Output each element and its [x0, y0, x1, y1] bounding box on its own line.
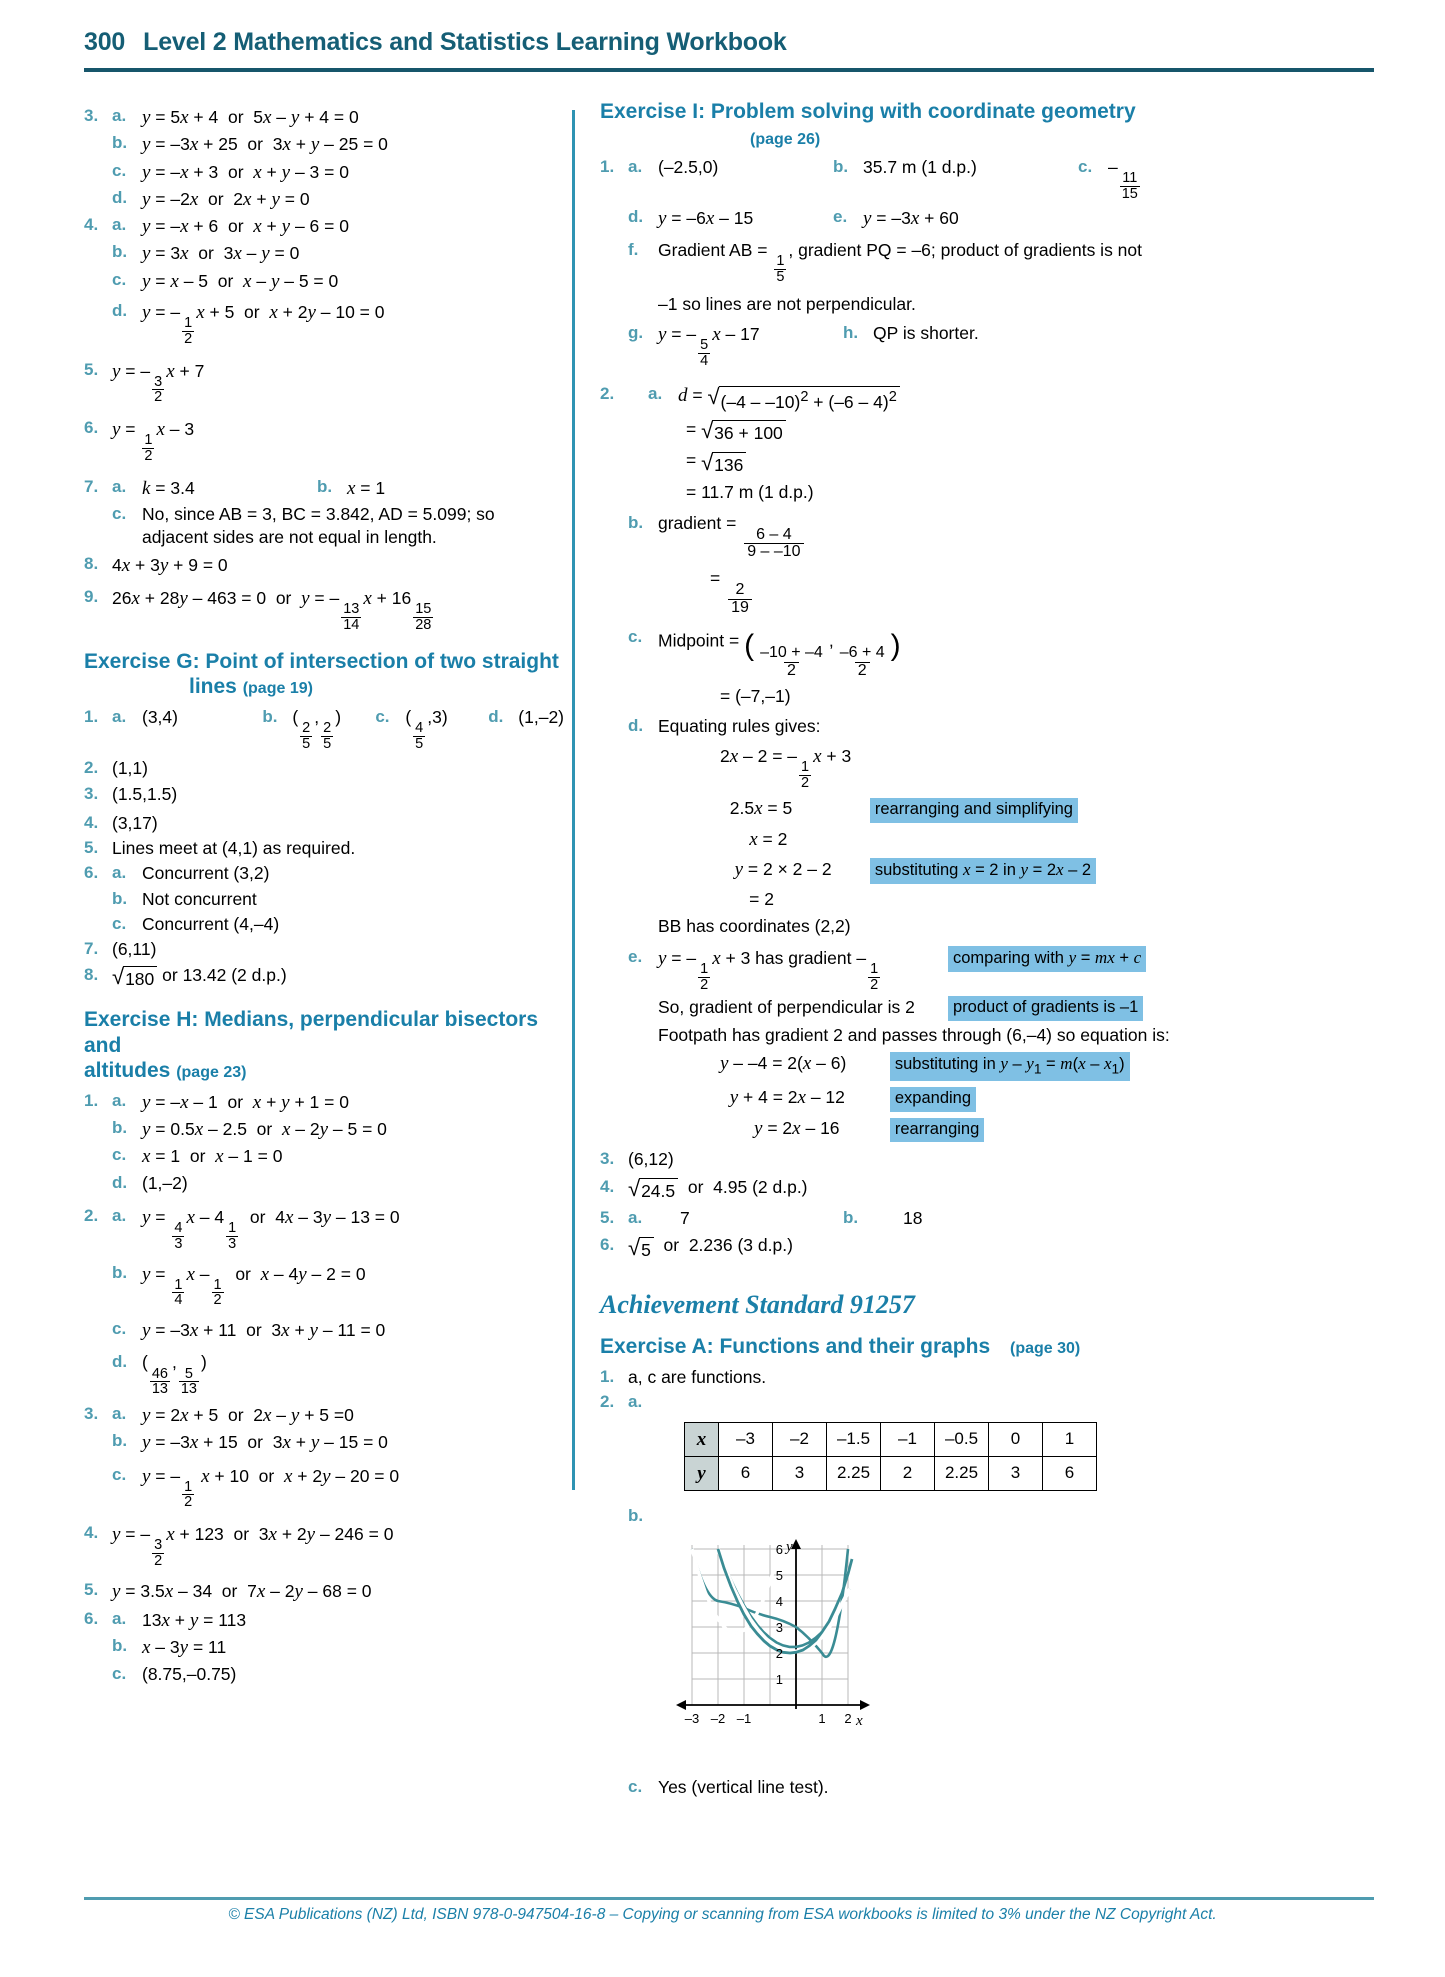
item-letter: a. [648, 383, 663, 403]
item-letter: h. [843, 323, 859, 343]
svg-text:4: 4 [775, 1594, 783, 1610]
answer-text: Equating rules gives: [658, 715, 821, 736]
item-letter: d. [112, 187, 128, 207]
item-letter: a. [628, 1208, 643, 1228]
answer-row [84, 1172, 564, 1195]
item-letter: a. [112, 476, 127, 496]
parabola-graph [670, 1537, 1300, 1753]
item-letter: a. [112, 215, 127, 235]
item-letter: c. [628, 627, 643, 647]
answer-text: √ 5 or 2.236 (3 d.p.) [628, 1234, 1300, 1261]
answer-row [84, 269, 564, 294]
answer-row [84, 160, 564, 185]
item-letter: b. [112, 1118, 128, 1138]
page-number: 300 [84, 28, 126, 56]
worked-line: 2x – 2 = – $\frac{1}{2}$ x + 3 [720, 745, 852, 791]
item-letter: d. [112, 1352, 128, 1372]
svg-text:–1: –1 [736, 1711, 752, 1727]
exercise-h-page: (page 23) [176, 1064, 247, 1082]
question-number: 9. [84, 586, 99, 606]
answer-text: 4x + 3y + 9 = 0 [112, 554, 228, 576]
question-number: 8. [84, 964, 99, 984]
answer-row [84, 1663, 564, 1686]
answer-row [84, 1351, 564, 1397]
annotation-highlight: product of gradients is –1 [948, 996, 1143, 1021]
answer-text: (8.75,–0.75) [142, 1663, 237, 1684]
question-number: 5. [84, 359, 99, 379]
item-letter: b. [843, 1208, 859, 1228]
answer-row [84, 938, 564, 961]
worked-block [600, 744, 1300, 911]
worked-line: = $\frac{2}{19}$ [710, 567, 1300, 616]
question-number: 2. [600, 383, 615, 403]
answer-row [84, 964, 564, 991]
question-number: 5. [84, 1579, 99, 1599]
answer-row [84, 1403, 564, 1428]
answer-row [600, 239, 1300, 285]
answer-text: – $\frac{11}{15}$ [1108, 157, 1138, 203]
answer-row [84, 132, 564, 157]
answer-row [84, 241, 564, 266]
answer-text: (6,12) [628, 1149, 674, 1170]
answer-row [84, 105, 564, 130]
annotation-highlight: rearranging [890, 1118, 984, 1143]
question-number: 2. [600, 1392, 615, 1412]
answer-row [600, 1391, 1300, 1414]
answer-row [600, 1505, 1300, 1528]
question-number: 5. [600, 1208, 615, 1228]
answer-row [84, 1635, 564, 1660]
answer-row [600, 1234, 1300, 1261]
item-letter: c. [112, 269, 127, 289]
item-letter: c. [112, 504, 127, 524]
question-number: 6. [84, 418, 99, 438]
annotation-highlight: substituting x = 2 in y = 2x – 2 [870, 858, 1096, 884]
item-letter: c. [112, 1464, 127, 1484]
table-cell: –1 [881, 1422, 935, 1456]
answer-row [84, 1205, 564, 1252]
answer-text: y = –x + 6 or x + y – 6 = 0 [142, 216, 349, 238]
question-number: 4. [84, 812, 99, 832]
answer-row [84, 1090, 564, 1115]
answer-row [600, 1776, 1300, 1799]
column-divider [572, 110, 575, 1490]
answer-text: y = 0.5x – 2.5 or x – 2y – 5 = 0 [142, 1119, 387, 1141]
answer-text: 13x + y = 113 [142, 1610, 247, 1632]
item-letter: b. [833, 157, 849, 177]
worked-line: y = 2 × 2 – 2 substituting x = 2 in y = 2x – 2 [720, 857, 1300, 884]
table-cell: 1 [1043, 1422, 1097, 1456]
annotation-highlight: substituting in $y - y_1 = m(x - x_1)$ [890, 1052, 1130, 1081]
item-letter: d. [112, 1172, 128, 1192]
answer-row [600, 996, 1300, 1021]
answer-row [84, 300, 564, 347]
header-rule [84, 68, 1374, 72]
answer-text: y = –x + 3 or x + y – 3 = 0 [142, 161, 349, 183]
answer-row [84, 812, 564, 835]
item-letter: b. [317, 476, 333, 496]
item-letter: b. [262, 706, 278, 726]
item-letter: b. [112, 133, 128, 153]
answer-row [600, 293, 1300, 316]
answer-row [84, 1464, 564, 1511]
answer-text: Footpath has gradient 2 and passes through (6,–4) so equation is: [658, 1024, 1170, 1045]
table-cell: 6 [719, 1456, 773, 1490]
item-letter: b. [112, 1262, 128, 1282]
answer-text: –1 so lines are not perpendicular. [658, 293, 916, 314]
item-letter: a. [112, 1404, 127, 1424]
answer-row [84, 1262, 564, 1309]
item-letter: b. [112, 888, 128, 908]
answer-text: (1,1) [112, 758, 148, 779]
table-cell: –3 [719, 1422, 773, 1456]
svg-text:3: 3 [775, 1620, 783, 1636]
question-number: 3. [84, 783, 99, 803]
answer-text: 7 [680, 1208, 690, 1229]
exercise-a-title: Exercise A: Functions and their graphs [600, 1335, 991, 1359]
answer-row [84, 503, 564, 550]
answer-row [84, 888, 564, 911]
answer-text: 35.7 m (1 d.p.) [863, 157, 977, 178]
exercise-i-heading [600, 99, 1300, 150]
table-header-y: y [685, 1456, 719, 1490]
left-column [84, 105, 564, 1688]
question-number: 2. [84, 758, 99, 778]
answer-text: Concurrent (3,2) [142, 863, 270, 884]
question-number: 4. [84, 1523, 99, 1543]
worked-line: = (–7,–1) [720, 686, 791, 707]
answer-text: Lines meet at (4,1) as required. [112, 838, 356, 859]
item-letter: b. [628, 1505, 644, 1525]
item-letter: b. [112, 1431, 128, 1451]
svg-text:2: 2 [844, 1711, 852, 1727]
question-number: 7. [84, 939, 99, 959]
answer-text: k = 3.4 [142, 477, 195, 499]
answer-row [84, 913, 564, 936]
item-letter: e. [833, 206, 848, 226]
table-cell: 2 [881, 1456, 935, 1490]
item-letter: f. [628, 240, 639, 260]
table-cell: –0.5 [935, 1422, 989, 1456]
answer-row [84, 1318, 564, 1343]
worked-line: y + 4 = 2x – 12 expanding [720, 1085, 1300, 1112]
answer-text: √ 180 or 13.42 (2 d.p.) [112, 964, 564, 991]
answer-text: Not concurrent [142, 888, 257, 909]
item-letter: d. [112, 300, 128, 320]
table-row [685, 1422, 1097, 1456]
answer-row [600, 1176, 1300, 1203]
answer-row [84, 1579, 564, 1604]
answer-text: Yes (vertical line test). [658, 1776, 829, 1797]
answer-text: (3,17) [112, 812, 158, 833]
answer-row [600, 1024, 1300, 1047]
item-letter: d. [628, 715, 644, 735]
answer-row [600, 383, 1300, 414]
answer-row [84, 706, 564, 752]
answer-text: y = – $\frac{1}{2}$ x + 5 or x + 2y – 10 = 0 [142, 301, 385, 347]
question-number: 6. [84, 863, 99, 883]
exercise-g-title: Exercise G: Point of intersection of two straight [84, 649, 559, 673]
achievement-standard-heading: Achievement Standard 91257 [600, 1289, 915, 1319]
answer-text: (1,–2) [142, 1172, 188, 1193]
exercise-h-title: Exercise H: Medians, perpendicular bisectors and [84, 1007, 539, 1057]
item-letter: b. [628, 513, 644, 533]
svg-text:–3: –3 [684, 1711, 700, 1727]
item-letter: c. [112, 1319, 127, 1339]
value-table [684, 1422, 1097, 1491]
answer-text: ( $\frac{4}{5}$ ,3) [405, 706, 448, 752]
answer-row [84, 359, 564, 406]
answer-text: y = – $\frac{1}{2}$ x + 10 or x + 2y – 20 = 0 [142, 1465, 400, 1511]
answer-row [84, 187, 564, 212]
item-letter: c. [112, 1663, 127, 1683]
question-number: 3. [600, 1149, 615, 1169]
question-number: 4. [84, 215, 99, 235]
answer-row [600, 1207, 1300, 1230]
item-letter: b. [112, 242, 128, 262]
item-letter: e. [628, 947, 643, 967]
answer-text: 18 [903, 1208, 923, 1229]
page-header [84, 28, 1374, 57]
question-number: 4. [600, 1176, 615, 1196]
item-letter: d. [488, 706, 504, 726]
exercise-h-title-cont: altitudes [84, 1059, 171, 1083]
answer-text: a, c are functions. [628, 1367, 767, 1387]
svg-text:x: x [856, 1713, 863, 1730]
footer-rule [84, 1897, 1374, 1900]
item-letter: c. [112, 914, 127, 934]
answer-text: Midpoint = ( $\frac{-10 + -4}{2}$ , $\frac{-6 + 4}{2}$ ) [658, 629, 901, 679]
item-letter: a. [112, 706, 127, 726]
answer-row [600, 626, 1300, 679]
answer-row [84, 757, 564, 780]
answer-row [600, 1366, 1300, 1389]
answer-row [600, 156, 1300, 202]
answer-row [600, 715, 1300, 738]
item-letter: g. [628, 323, 644, 343]
answer-text: y = x – 5 or x – y – 5 = 0 [142, 270, 339, 292]
annotation-highlight: expanding [890, 1087, 976, 1112]
answer-row [600, 322, 1300, 369]
table-cell: 2.25 [827, 1456, 881, 1490]
question-number: 3. [84, 1404, 99, 1424]
worked-line: y = 2x – 16 rearranging [720, 1116, 1300, 1143]
answer-row [84, 862, 564, 885]
answer-row [84, 417, 564, 464]
answer-row [84, 586, 564, 633]
table-header-x: x [685, 1422, 719, 1456]
worked-line: = 11.7 m (1 d.p.) [686, 481, 814, 502]
table-row [685, 1456, 1097, 1490]
table-cell: 3 [989, 1456, 1043, 1490]
item-letter: c. [112, 160, 127, 180]
exercise-a-page: (page 30) [1009, 1340, 1081, 1358]
question-number: 6. [600, 1235, 615, 1255]
right-column [600, 100, 1300, 1801]
answer-text: y = –6x – 15 [658, 207, 754, 229]
table-cell: –1.5 [827, 1422, 881, 1456]
answer-text: y = 2x + 5 or 2x – y + 5 =0 [142, 1405, 354, 1427]
answer-row [84, 553, 564, 578]
svg-text:1: 1 [818, 1711, 826, 1727]
question-number: 1. [600, 1367, 615, 1386]
answer-text: y = – $\frac{3}{2}$ x + 123 or 3x + 2y – 246 = 0 [112, 1524, 394, 1570]
question-number: 1. [600, 157, 615, 177]
question-number: 1. [84, 1090, 99, 1110]
question-number: 7. [84, 476, 99, 496]
item-letter: a. [112, 106, 127, 125]
answer-text: y = –3x + 11 or 3x + y – 11 = 0 [142, 1320, 386, 1342]
exercise-i-page: (page 26) [750, 130, 821, 148]
svg-text:6: 6 [775, 1542, 783, 1558]
item-letter: a. [112, 1205, 127, 1225]
worked-line: = 2 [720, 888, 774, 909]
exercise-g-page: (page 19) [242, 680, 313, 698]
answer-text: (1,–2) [518, 706, 565, 727]
answer-text: y = – $\frac{1}{2}$ x + 3 has gradient – $\frac{1}{2}$ [658, 948, 879, 994]
answer-row [84, 783, 564, 806]
item-letter: a. [112, 863, 127, 883]
exercise-i-title: Exercise I: Problem solving with coordinate geometry [600, 100, 1136, 123]
item-letter: c. [112, 1145, 127, 1165]
answer-text: y = $\frac{1}{4}$ x – $\frac{1}{2}$ or x – 4y – 2 = 0 [142, 1263, 366, 1309]
question-number: 5. [84, 838, 99, 858]
answer-text: Gradient AB = $\frac{1}{5}$ , gradient PQ = –6; product of gradients is not [658, 240, 1143, 286]
answer-text: y = $\frac{1}{2}$ x – 3 [112, 419, 195, 465]
answer-text: y = – $\frac{3}{2}$ x + 7 [112, 360, 205, 406]
answer-text: 26x + 28y – 463 = 0 or y = – $\frac{13}{14}$ x + 16 $\frac{15}{28}$ [112, 587, 432, 633]
answer-text: ( $\frac{46}{13}$ , $\frac{5}{13}$ ) [142, 1352, 207, 1398]
answer-text: (3,4) [142, 706, 178, 727]
item-letter: a. [628, 1392, 643, 1412]
table-cell: 6 [1043, 1456, 1097, 1490]
item-letter: c. [375, 706, 390, 726]
question-number: 6. [84, 1609, 99, 1629]
exercise-g-title-cont: lines [189, 675, 237, 699]
answer-text: y = 3x or 3x – y = 0 [142, 243, 300, 265]
item-letter: b. [112, 1636, 128, 1656]
question-number: 1. [84, 706, 99, 726]
svg-text:1: 1 [775, 1672, 783, 1688]
answer-text: Concurrent (4,–4) [142, 914, 280, 935]
answer-row [84, 1144, 564, 1169]
answer-text: y = –3x + 25 or 3x + y – 25 = 0 [142, 134, 388, 156]
answer-text: QP is shorter. [873, 323, 979, 344]
annotation-highlight: comparing with y = mx + c [948, 946, 1146, 972]
answer-text: d = √ (–4 – –10)$^2$ + (–6 – 4)$^2$ [678, 383, 1300, 414]
worked-line: = √ 36 + 100 [686, 418, 1300, 445]
answer-text: (6,11) [112, 939, 157, 960]
answer-text: √ 24.5 or 4.95 (2 d.p.) [628, 1176, 1300, 1203]
svg-text:y: y [786, 1539, 793, 1556]
table-cell: –2 [773, 1422, 827, 1456]
item-letter: d. [628, 206, 644, 226]
answer-row [84, 837, 564, 860]
answer-text: (–2.5,0) [658, 157, 719, 178]
table-cell: 0 [989, 1422, 1043, 1456]
answer-text: y = $\frac{4}{3}$ x – 4 $\frac{1}{3}$ or 4x – 3y – 13 = 0 [142, 1206, 400, 1252]
answer-text: y = –x – 1 or x + y + 1 = 0 [142, 1091, 349, 1113]
worked-line: y – –4 = 2(x – 6) substituting in $y - y_1 = m(x - x_1)$ [720, 1051, 1300, 1081]
answer-text: y = –3x + 60 [863, 207, 959, 229]
answer-text: gradient = $\frac{6 - 4}{9 - -10}$ [658, 512, 1300, 561]
table-cell: 2.25 [935, 1456, 989, 1490]
answer-text: x – 3y = 11 [142, 1637, 227, 1659]
answer-row [600, 206, 1300, 231]
table-cell: 3 [773, 1456, 827, 1490]
answer-row [84, 1522, 564, 1569]
answer-text: y = –2x or 2x + y = 0 [142, 188, 310, 210]
exercise-h-heading [84, 1007, 564, 1084]
annotation-highlight: rearranging and simplifying [870, 798, 1078, 823]
copyright-footer: © ESA Publications (NZ) Ltd, ISBN 978-0-947504-16-8 – Copying or scanning from ESA workbooks is limited to 3% under the NZ Copyright Act. [228, 1906, 1217, 1923]
svg-text:–2: –2 [710, 1711, 726, 1727]
worked-line: = √ 136 [686, 449, 1300, 476]
exercise-g-heading [84, 649, 564, 700]
item-letter: c. [1078, 157, 1093, 177]
answer-row [600, 1148, 1300, 1171]
question-number: 2. [84, 1205, 99, 1225]
item-letter: c. [628, 1776, 643, 1796]
answer-text: (1.5,1.5) [112, 783, 178, 804]
answer-text: y = 3.5x – 34 or 7x – 2y – 68 = 0 [112, 1580, 372, 1602]
question-number: 3. [84, 106, 99, 125]
svg-text:2: 2 [775, 1646, 783, 1662]
answer-row [84, 214, 564, 239]
svg-text:5: 5 [775, 1568, 783, 1584]
answer-text: No, since AB = 3, BC = 3.842, AD = 5.099; so adjacent sides are not equal in length. [142, 504, 495, 548]
answer-text: ( $\frac{2}{5}$ , $\frac{2}{5}$ ) [292, 706, 342, 752]
answer-row [84, 1117, 564, 1142]
answer-text: y = 5x + 4 or 5x – y + 4 = 0 [142, 107, 359, 128]
item-letter: a. [112, 1090, 127, 1110]
page-title: Level 2 Mathematics and Statistics Learning Workbook [143, 28, 787, 56]
answer-text: x = 1 or x – 1 = 0 [142, 1146, 283, 1168]
item-letter: a. [112, 1609, 127, 1629]
question-number: 8. [84, 553, 99, 573]
answer-text: x = 1 [347, 477, 386, 499]
answer-row [600, 946, 1300, 993]
answer-text: BB has coordinates (2,2) [658, 915, 851, 936]
answer-row [84, 1608, 564, 1633]
worked-line: 2.5x = 5 rearranging and simplifying [720, 796, 1300, 823]
answer-row [84, 1430, 564, 1455]
item-letter: a. [628, 157, 643, 177]
exercise-a-heading [600, 1334, 1300, 1360]
answer-text: y = – $\frac{5}{4}$ x – 17 [658, 324, 760, 369]
answer-text: y = –3x + 15 or 3x + y – 15 = 0 [142, 1432, 388, 1454]
worked-line: x = 2 [749, 829, 788, 851]
answer-text: So, gradient of perpendicular is 2 [658, 996, 915, 1017]
answer-row [84, 476, 564, 501]
answer-row [600, 512, 1300, 561]
